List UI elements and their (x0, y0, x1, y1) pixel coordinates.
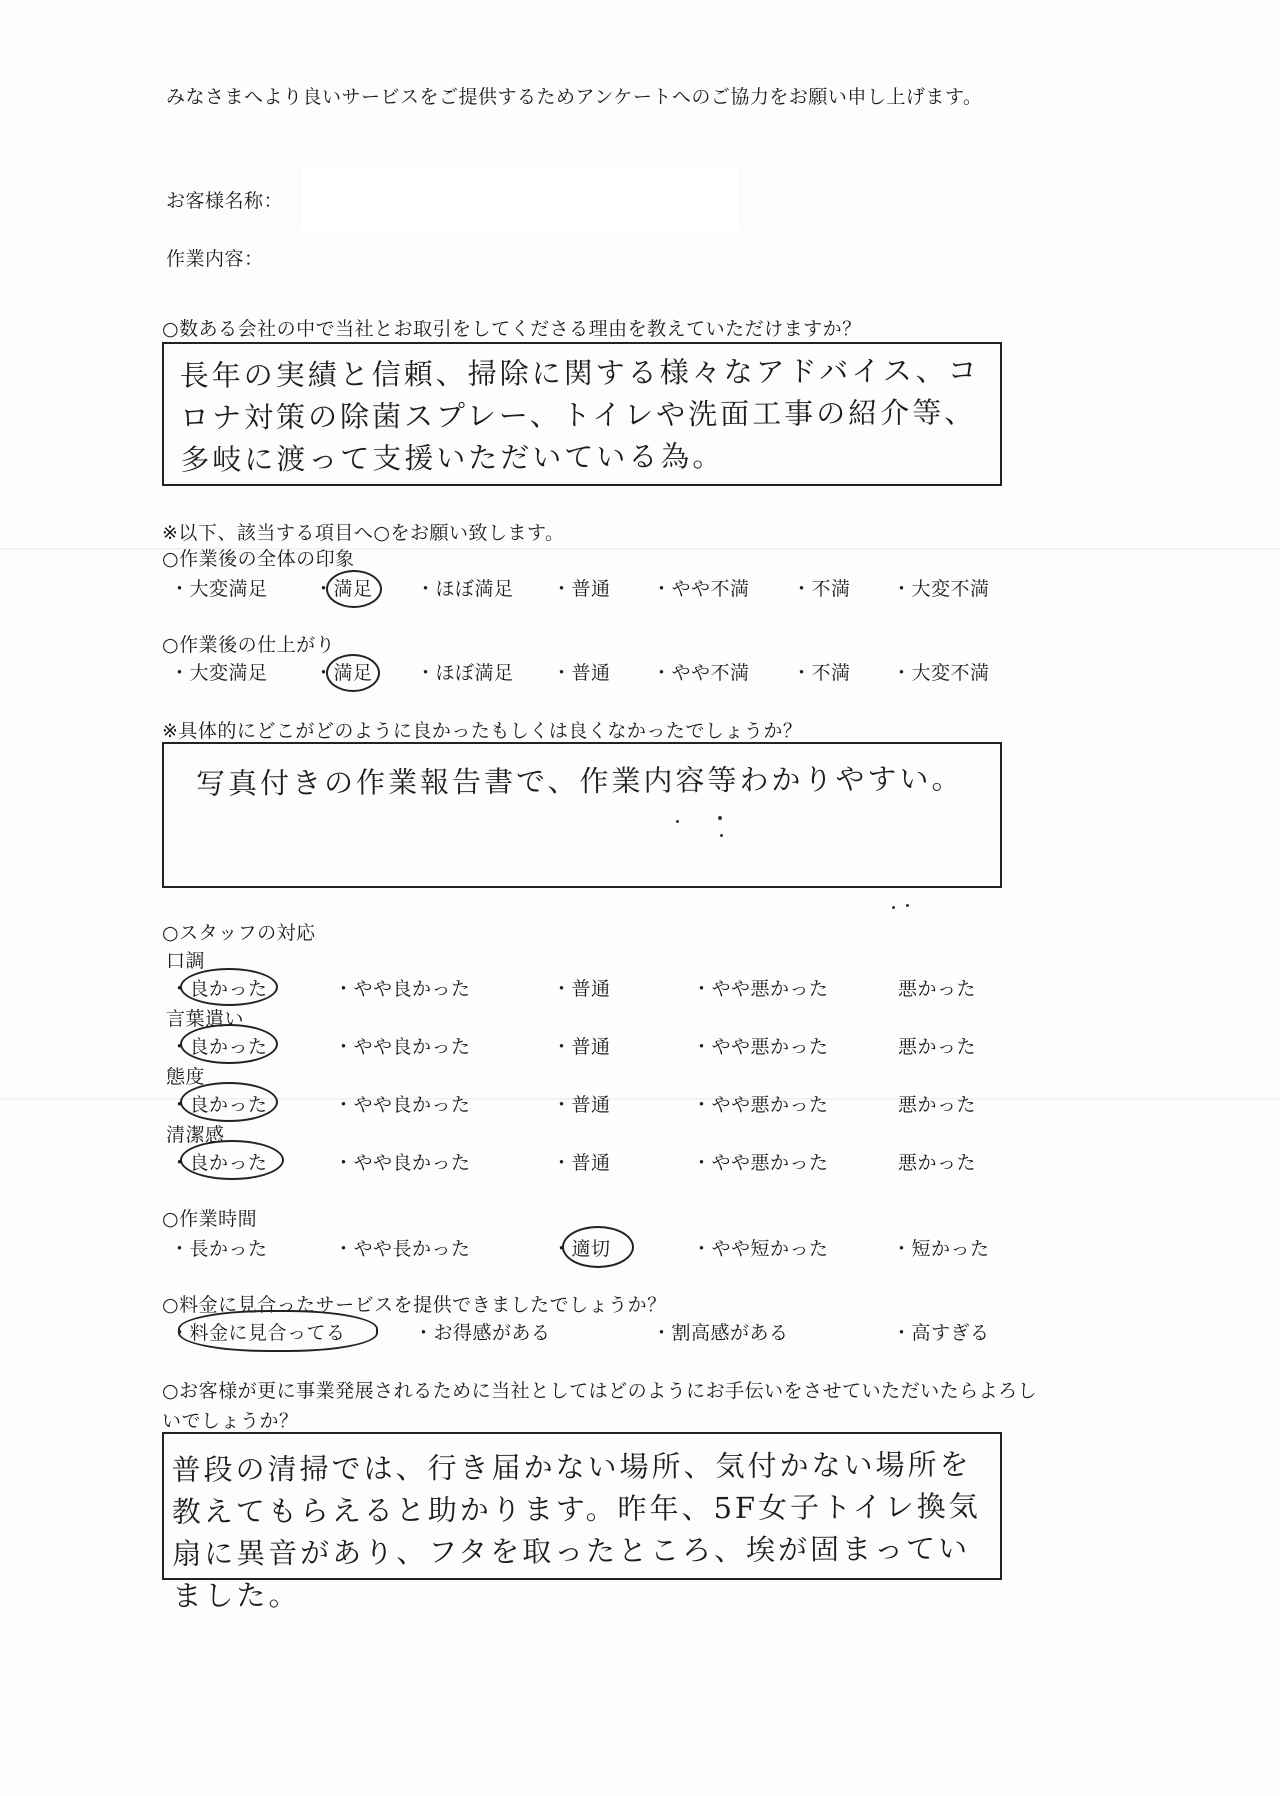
q2-option-neutral[interactable]: ・普通 (552, 578, 611, 600)
instruction-text: ※以下、該当する項目へ○をお願い致します。 (162, 522, 565, 544)
q2-option-dissatisfied[interactable]: ・不満 (792, 578, 851, 600)
cleanliness-option-good[interactable]: ・良かった (170, 1152, 268, 1174)
staff-attitude-options (170, 1090, 1010, 1118)
final-handwritten-answer: 普段の清掃では、行き届かない場所、気付かない場所を教えてもらえると助かります。昨年、5F女子トイレ換気扇に異音があり、フタを取ったところ、埃が固まっていました。 (171, 1447, 981, 1613)
work-time-option-appropriate[interactable]: ・適切 (552, 1238, 611, 1260)
wording-option-somewhat-bad[interactable]: ・やや悪かった (692, 1036, 829, 1058)
q3-option-satisfied[interactable]: ・満足 (314, 662, 373, 684)
staff-cleanliness-options (170, 1148, 1010, 1176)
wording-option-good[interactable]: ・良かった (170, 1036, 268, 1058)
cleanliness-option-neutral[interactable]: ・普通 (552, 1152, 611, 1174)
attitude-option-good[interactable]: ・良かった (170, 1094, 268, 1116)
staff-item-wording-label: 言葉遣い (166, 1008, 245, 1030)
work-time-options (170, 1234, 1010, 1262)
customer-name-label: お客様名称： (166, 190, 284, 212)
work-time-option-somewhat-short[interactable]: ・やや短かった (692, 1238, 829, 1260)
attitude-option-somewhat-good[interactable]: ・やや良かった (334, 1094, 471, 1116)
staff-tone-options (170, 974, 1010, 1002)
wording-option-bad[interactable]: 悪かった (898, 1036, 977, 1058)
q4-handwritten-answer: 写真付きの作業報告書で、作業内容等わかりやすい。 (195, 761, 964, 801)
q2-option-very-dissatisfied[interactable]: ・大変不満 (892, 578, 990, 600)
staff-item-cleanliness-label: 清潔感 (166, 1124, 225, 1146)
cleanliness-option-somewhat-bad[interactable]: ・やや悪かった (692, 1152, 829, 1174)
q3-option-somewhat-dissatisfied[interactable]: ・やや不満 (652, 662, 750, 684)
q3-options (170, 658, 1010, 686)
q3-option-mostly-satisfied[interactable]: ・ほぼ満足 (416, 662, 514, 684)
q3-option-very-dissatisfied[interactable]: ・大変不満 (892, 662, 990, 684)
q2-option-mostly-satisfied[interactable]: ・ほぼ満足 (416, 578, 514, 600)
ink-speck (676, 820, 679, 823)
q1-handwritten-answer: 長年の実績と信頼、掃除に関する様々なアドバイス、コロナ対策の除菌スプレー、トイレや洗面工事の紹介等、多岐に渡って支援いただいている為。 (179, 353, 980, 477)
wording-option-neutral[interactable]: ・普通 (552, 1036, 611, 1058)
attitude-option-bad[interactable]: 悪かった (898, 1094, 977, 1116)
price-title: ○料金に見合ったサービスを提供できましたでしょうか？ (162, 1294, 667, 1316)
intro-text: みなさまへより良いサービスをご提供するためアンケートへのご協力をお願い申し上げます。 (166, 86, 983, 108)
tone-option-good[interactable]: ・良かった (170, 978, 268, 1000)
price-option-fair[interactable]: ・料金に見合ってる (170, 1322, 346, 1344)
price-options (170, 1318, 1010, 1346)
price-option-good-value[interactable]: ・お得感がある (414, 1322, 551, 1344)
work-time-option-somewhat-long[interactable]: ・やや長かった (334, 1238, 471, 1260)
q1-title: ○数ある会社の中で当社とお取引をしてくださる理由を教えていただけますか？ (162, 318, 862, 340)
q2-title: ○作業後の全体の印象 (162, 548, 355, 570)
ink-speck (720, 834, 723, 837)
q4-title: ※具体的にどこがどのように良かったもしくは良くなかったでしょうか？ (162, 720, 803, 742)
attitude-option-neutral[interactable]: ・普通 (552, 1094, 611, 1116)
staff-wording-options (170, 1032, 1010, 1060)
attitude-option-somewhat-bad[interactable]: ・やや悪かった (692, 1094, 829, 1116)
work-time-option-short[interactable]: ・短かった (892, 1238, 990, 1260)
price-option-expensive[interactable]: ・割高感がある (652, 1322, 789, 1344)
q3-option-dissatisfied[interactable]: ・不満 (792, 662, 851, 684)
q2-option-somewhat-dissatisfied[interactable]: ・やや不満 (652, 578, 750, 600)
price-option-too-expensive[interactable]: ・高すぎる (892, 1322, 990, 1344)
tone-option-bad[interactable]: 悪かった (898, 978, 977, 1000)
q3-title: ○作業後の仕上がり (162, 634, 336, 656)
q2-options (170, 574, 1010, 602)
q2-option-very-satisfied[interactable]: ・大変満足 (170, 578, 268, 600)
q3-option-very-satisfied[interactable]: ・大変満足 (170, 662, 268, 684)
work-content-label: 作業内容： (166, 248, 264, 270)
wording-option-somewhat-good[interactable]: ・やや良かった (334, 1036, 471, 1058)
work-time-title: ○作業時間 (162, 1208, 258, 1230)
staff-title: ○スタッフの対応 (162, 922, 316, 944)
staff-item-tone-label: 口調 (166, 950, 206, 972)
tone-option-somewhat-good[interactable]: ・やや良かった (334, 978, 471, 1000)
ink-speck (906, 904, 909, 907)
tone-option-neutral[interactable]: ・普通 (552, 978, 611, 1000)
cleanliness-option-bad[interactable]: 悪かった (898, 1152, 977, 1174)
tone-option-somewhat-bad[interactable]: ・やや悪かった (692, 978, 829, 1000)
ink-speck (718, 816, 722, 820)
ink-speck (892, 906, 895, 909)
work-time-option-long[interactable]: ・長かった (170, 1238, 268, 1260)
staff-item-attitude-label: 態度 (166, 1066, 206, 1088)
customer-name-redaction (300, 166, 740, 232)
q3-option-neutral[interactable]: ・普通 (552, 662, 611, 684)
final-question-title: ○お客様が更に事業発展されるために当社としてはどのようにお手伝いをさせていただいたらよろしいでしょうか？ (162, 1380, 1038, 1432)
q2-option-satisfied[interactable]: ・満足 (314, 578, 373, 600)
cleanliness-option-somewhat-good[interactable]: ・やや良かった (334, 1152, 471, 1174)
